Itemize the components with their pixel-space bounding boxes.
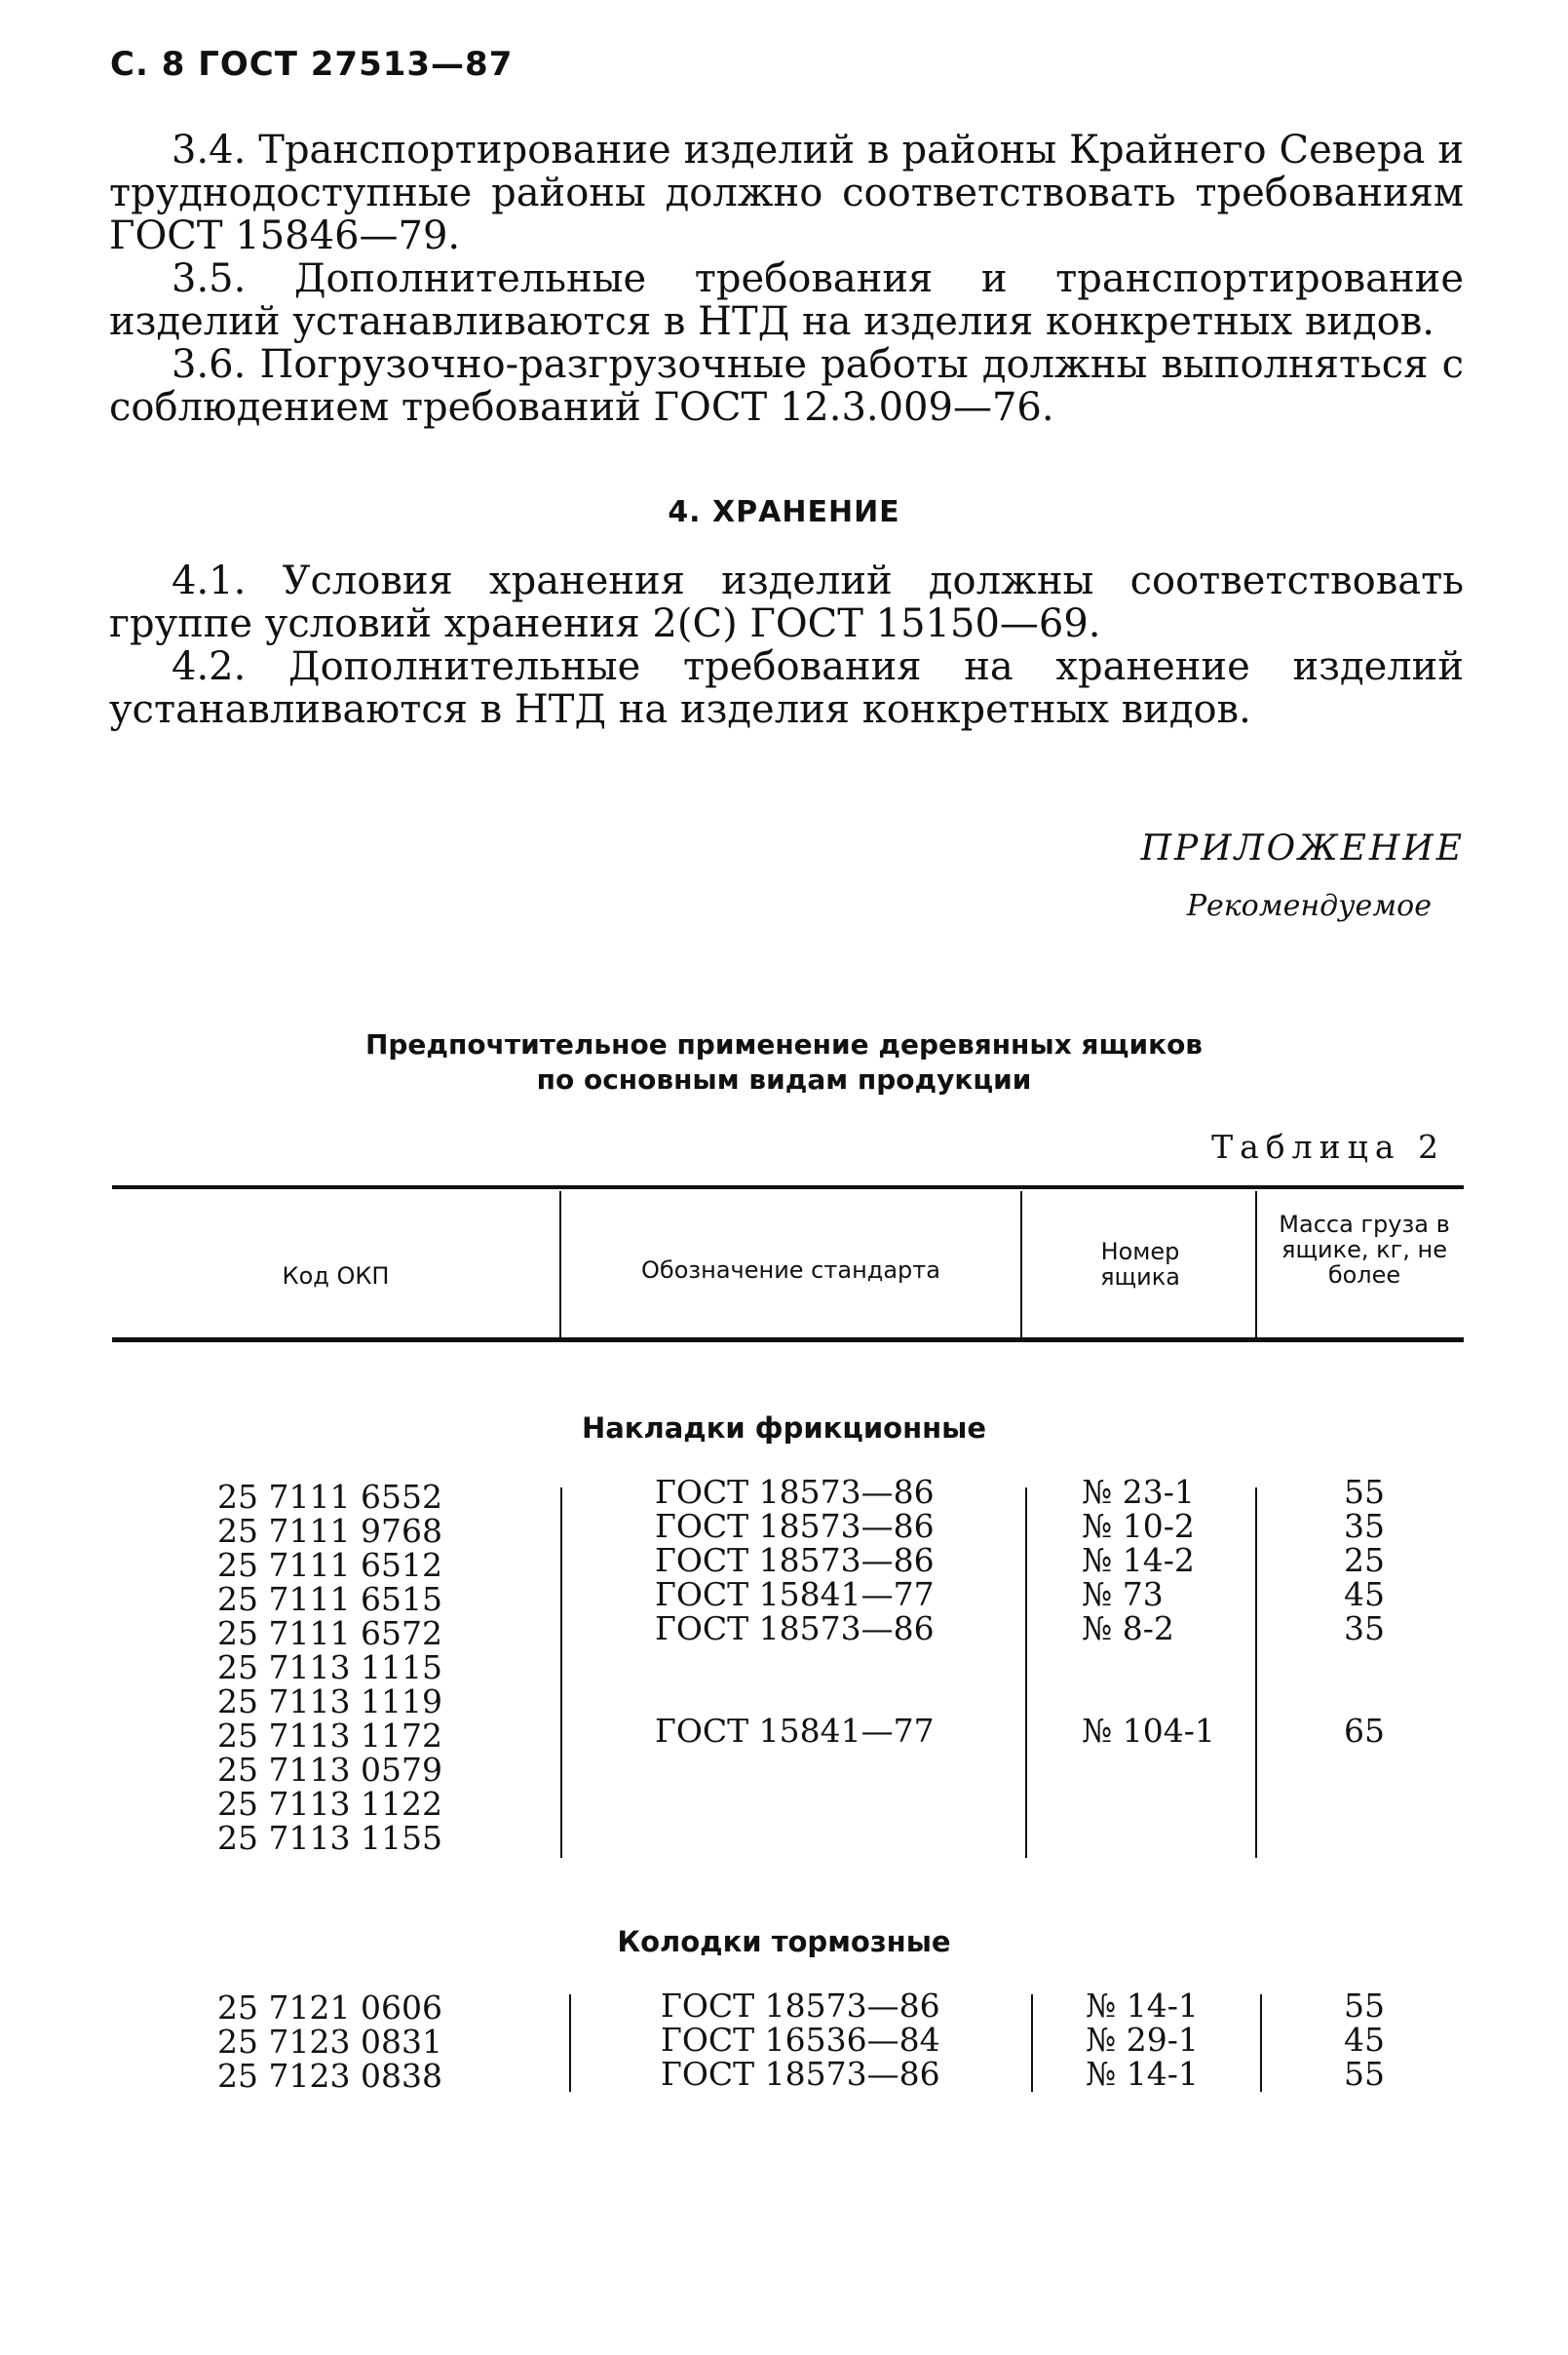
code-cell: 25 7121 0606 xyxy=(217,1988,442,2027)
code-cell: 25 7113 1122 xyxy=(217,1785,442,1823)
mass-cell: 25 xyxy=(1344,1541,1385,1579)
table-top-rule xyxy=(112,1185,1464,1189)
group-1-codes xyxy=(217,1480,480,1855)
table-header-bottom-rule xyxy=(112,1337,1464,1342)
header-mass: Масса груза в ящике, кг, не более xyxy=(1279,1211,1450,1289)
section-3-text xyxy=(109,129,1464,429)
header-box: Номер ящика xyxy=(1100,1238,1180,1291)
box-cell: № 14-1 xyxy=(1086,1987,1199,2025)
paragraph-4-2: 4.2. Дополнительные требования на хранение изделий устанавливаются в НТД на изделия конкретных видов. xyxy=(109,644,1464,732)
code-cell: 25 7113 1155 xyxy=(217,1819,442,1857)
group-1-boxes xyxy=(1082,1475,1238,1748)
group-2-masses xyxy=(1325,1988,1403,2091)
code-cell: 25 7111 6515 xyxy=(217,1580,442,1618)
paragraph-4-1: 4.1. Условия хранения изделий должны соответствовать группе условий хранения 2(С) ГОСТ 15150—69. xyxy=(109,559,1464,646)
standard-cell: ГОСТ 18573—86 xyxy=(661,2055,940,2093)
standard-cell: ГОСТ 18573—86 xyxy=(655,1473,935,1511)
group-2-codes xyxy=(217,1990,480,2093)
standard-cell: ГОСТ 18573—86 xyxy=(655,1541,935,1579)
standard-cell: ГОСТ 16536—84 xyxy=(661,2021,940,2059)
header-divider xyxy=(1020,1191,1022,1337)
header-standard: Обозначение стандарта xyxy=(641,1256,940,1284)
box-cell: № 14-2 xyxy=(1082,1541,1195,1579)
mass-cell: 35 xyxy=(1344,1609,1385,1647)
code-cell: 25 7111 6572 xyxy=(217,1614,442,1652)
group-2-boxes xyxy=(1086,1988,1242,2091)
table-number: Таблица 2 xyxy=(1211,1128,1445,1166)
box-cell: № 14-1 xyxy=(1086,2055,1199,2093)
column-divider xyxy=(1025,1487,1027,1858)
box-cell: № 104-1 xyxy=(1082,1712,1215,1750)
box-cell: № 8-2 xyxy=(1082,1609,1174,1647)
code-cell: 25 7111 6552 xyxy=(217,1478,442,1516)
mass-cell xyxy=(1325,1645,1403,1679)
mass-cell: 65 xyxy=(1344,1712,1385,1750)
mass-cell: 55 xyxy=(1344,1987,1385,2025)
box-cell xyxy=(1082,1679,1238,1714)
box-cell xyxy=(1082,1645,1238,1679)
paragraph-3-6: 3.6. Погрузочно-разгрузочные работы должны выполняться с соблюдением требований ГОСТ 12.3.009—76. xyxy=(109,342,1464,430)
appendix-title: ПРИЛОЖЕНИЕ xyxy=(1140,829,1465,869)
standard-cell: ГОСТ 18573—86 xyxy=(655,1609,935,1647)
column-divider xyxy=(1031,1994,1033,2092)
mass-cell: 45 xyxy=(1344,1575,1385,1613)
standard-cell: ГОСТ 18573—86 xyxy=(661,1987,940,2025)
group-title: Колодки тормозные xyxy=(617,1925,951,1958)
mass-cell: 45 xyxy=(1344,2021,1385,2059)
box-cell: № 29-1 xyxy=(1086,2021,1199,2059)
code-cell: 25 7113 0579 xyxy=(217,1751,442,1789)
code-cell: 25 7111 6512 xyxy=(217,1546,442,1584)
mass-cell xyxy=(1325,1679,1403,1714)
group-1-masses xyxy=(1325,1475,1403,1748)
box-cell: № 10-2 xyxy=(1082,1507,1195,1545)
standard-cell xyxy=(655,1645,967,1679)
column-divider xyxy=(1255,1487,1257,1858)
mass-cell: 55 xyxy=(1344,2055,1385,2093)
standard-cell: ГОСТ 15841—77 xyxy=(655,1575,935,1613)
code-cell: 25 7113 1172 xyxy=(217,1717,442,1755)
paragraph-3-4: 3.4. Транспортирование изделий в районы Крайнего Севера и труднодоступные районы должно соответствовать требованиям ГОСТ 15846—79. xyxy=(109,128,1464,258)
paragraph-3-5: 3.5. Дополнительные требования и транспортирование изделий устанавливаются в НТД на изделия конкретных видов. xyxy=(109,256,1464,344)
mass-cell: 35 xyxy=(1344,1507,1385,1545)
mass-cell: 55 xyxy=(1344,1473,1385,1511)
section-4-heading: 4. ХРАНЕНИЕ xyxy=(668,495,900,529)
code-cell: 25 7113 1115 xyxy=(217,1648,442,1686)
standard-cell: ГОСТ 15841—77 xyxy=(655,1712,935,1750)
group-2-standards xyxy=(661,1988,973,2091)
standard-cell: ГОСТ 18573—86 xyxy=(655,1507,935,1545)
code-cell: 25 7123 0838 xyxy=(217,2057,442,2095)
group-title: Накладки фрикционные xyxy=(581,1411,987,1445)
running-head: С. 8 ГОСТ 27513—87 xyxy=(110,45,514,84)
code-cell: 25 7111 9768 xyxy=(217,1512,442,1550)
code-cell: 25 7123 0831 xyxy=(217,2023,442,2061)
header-code: Код ОКП xyxy=(282,1262,390,1290)
column-divider xyxy=(1260,1994,1262,2092)
box-cell: № 73 xyxy=(1082,1575,1164,1613)
column-divider xyxy=(569,1994,571,2092)
table-caption xyxy=(0,1027,1568,1098)
code-cell: 25 7113 1119 xyxy=(217,1682,442,1720)
box-cell: № 23-1 xyxy=(1082,1473,1195,1511)
group-1-standards xyxy=(655,1475,967,1748)
header-divider xyxy=(1255,1191,1257,1337)
appendix-subtitle: Рекомендуемое xyxy=(1186,889,1432,923)
standard-cell xyxy=(655,1679,967,1714)
section-4-text xyxy=(109,560,1464,731)
column-divider xyxy=(560,1487,562,1858)
table-caption-line-2: по основным видам продукции xyxy=(536,1063,1032,1096)
table-caption-line-1: Предпочтительное применение деревянных ящиков xyxy=(364,1028,1204,1061)
